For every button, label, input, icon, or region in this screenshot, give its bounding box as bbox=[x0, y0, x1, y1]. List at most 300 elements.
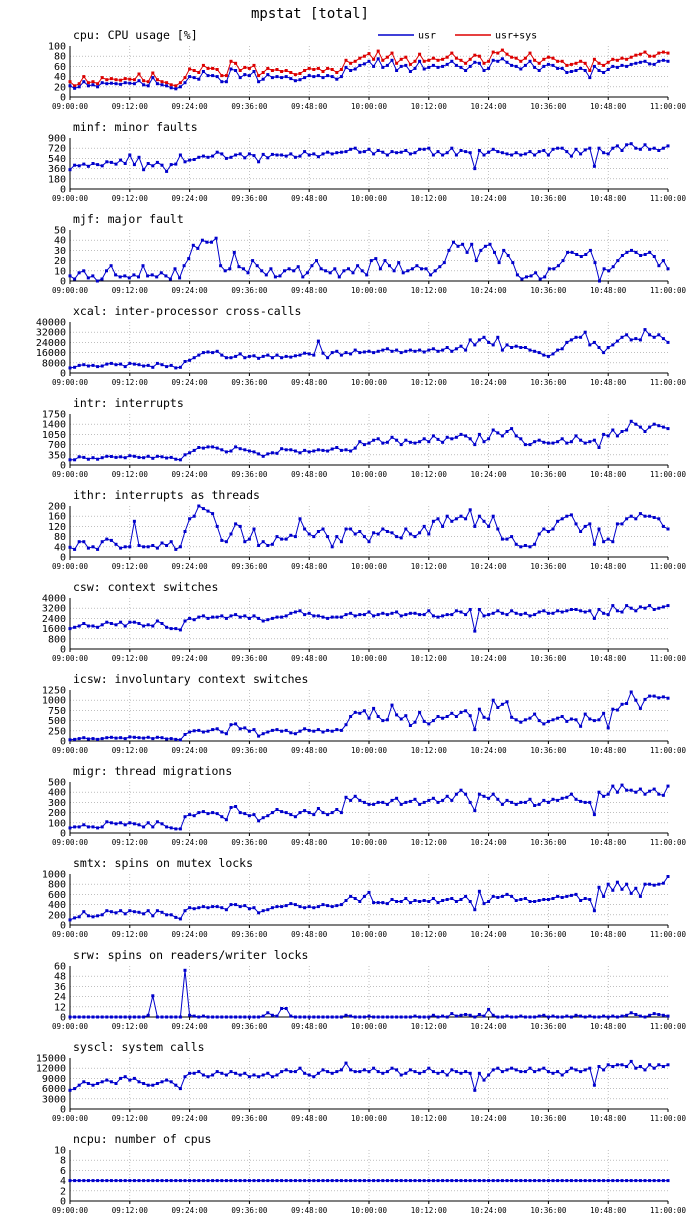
data-point bbox=[506, 613, 509, 616]
data-point bbox=[349, 1068, 352, 1071]
data-point bbox=[616, 791, 619, 794]
data-point bbox=[87, 1016, 90, 1019]
data-point bbox=[492, 1068, 495, 1071]
data-point bbox=[552, 612, 555, 615]
data-point bbox=[87, 825, 90, 828]
data-point bbox=[611, 540, 614, 543]
panel-title-minf: minf: minor faults bbox=[73, 120, 198, 134]
data-point bbox=[266, 908, 269, 911]
data-point bbox=[455, 900, 458, 903]
data-point bbox=[128, 454, 131, 457]
data-point bbox=[210, 241, 213, 244]
data-point bbox=[115, 163, 118, 166]
panel-ncpu bbox=[52, 1132, 687, 1215]
xtick-label: 11:00:00 bbox=[649, 654, 687, 663]
data-point bbox=[184, 360, 187, 363]
xtick-label: 10:36:00 bbox=[530, 1114, 567, 1123]
data-point bbox=[248, 355, 251, 358]
data-point bbox=[142, 825, 145, 828]
data-point bbox=[197, 729, 200, 732]
data-point bbox=[211, 67, 214, 70]
data-point bbox=[188, 1179, 191, 1182]
data-point bbox=[552, 798, 555, 801]
data-point bbox=[142, 456, 145, 459]
data-point bbox=[276, 1179, 279, 1182]
data-point bbox=[294, 1179, 297, 1182]
data-point bbox=[515, 1068, 518, 1071]
data-point bbox=[575, 148, 578, 151]
data-point bbox=[349, 352, 352, 355]
data-point bbox=[299, 609, 302, 612]
data-point bbox=[556, 1179, 559, 1182]
data-point bbox=[289, 534, 292, 537]
data-point bbox=[524, 346, 527, 349]
xtick-label: 09:12:00 bbox=[111, 1206, 148, 1215]
data-point bbox=[542, 58, 545, 61]
data-point bbox=[363, 895, 366, 898]
data-point bbox=[441, 58, 444, 61]
xtick-label: 09:48:00 bbox=[291, 930, 328, 939]
data-point bbox=[251, 259, 254, 262]
data-point bbox=[345, 899, 348, 902]
data-point bbox=[478, 608, 481, 611]
data-point bbox=[498, 261, 501, 264]
data-point bbox=[648, 55, 651, 58]
data-point bbox=[414, 60, 417, 63]
data-point bbox=[492, 1014, 495, 1017]
data-point bbox=[225, 356, 228, 359]
data-point bbox=[266, 618, 269, 621]
data-point bbox=[193, 158, 196, 161]
data-point bbox=[354, 147, 357, 150]
data-point bbox=[303, 1016, 306, 1019]
data-point bbox=[644, 793, 647, 796]
data-point bbox=[151, 72, 154, 75]
data-point bbox=[147, 455, 150, 458]
xtick-label: 10:00:00 bbox=[350, 470, 388, 479]
data-point bbox=[418, 60, 421, 63]
data-point bbox=[400, 900, 403, 903]
data-point bbox=[423, 1179, 426, 1182]
data-point bbox=[156, 1179, 159, 1182]
data-point bbox=[602, 1179, 605, 1182]
data-point bbox=[570, 718, 573, 721]
data-point bbox=[506, 700, 509, 703]
xtick-label: 10:48:00 bbox=[590, 194, 627, 203]
data-point bbox=[538, 150, 541, 153]
data-point bbox=[634, 1013, 637, 1016]
data-point bbox=[345, 528, 348, 531]
data-point bbox=[496, 1067, 499, 1070]
xtick-label: 09:48:00 bbox=[291, 102, 328, 111]
ytick-label: 720 bbox=[47, 143, 66, 155]
data-point bbox=[386, 64, 389, 67]
data-point bbox=[156, 82, 159, 85]
data-point bbox=[354, 1070, 357, 1073]
data-point bbox=[165, 913, 168, 916]
data-point bbox=[110, 910, 113, 913]
data-point bbox=[420, 267, 423, 270]
data-point bbox=[96, 1082, 99, 1085]
data-point bbox=[243, 540, 246, 543]
data-point bbox=[547, 63, 550, 66]
data-point bbox=[165, 544, 168, 547]
xtick-label: 10:12:00 bbox=[410, 654, 447, 663]
data-point bbox=[188, 68, 191, 71]
data-point bbox=[437, 616, 440, 619]
data-point bbox=[257, 1179, 260, 1182]
data-point bbox=[579, 439, 582, 442]
xtick-label: 09:00:00 bbox=[51, 470, 89, 479]
data-point bbox=[538, 533, 541, 536]
data-point bbox=[667, 1015, 670, 1018]
data-point bbox=[193, 814, 196, 817]
data-point bbox=[133, 520, 136, 523]
data-point bbox=[391, 436, 394, 439]
xtick-label: 10:24:00 bbox=[470, 470, 507, 479]
data-point bbox=[248, 1016, 251, 1019]
data-point bbox=[446, 515, 449, 518]
data-point bbox=[193, 907, 196, 910]
data-point bbox=[78, 737, 81, 740]
data-point bbox=[312, 535, 315, 538]
data-point bbox=[368, 60, 371, 63]
data-point bbox=[188, 617, 191, 620]
data-point bbox=[179, 917, 182, 920]
xtick-label: 10:24:00 bbox=[470, 194, 507, 203]
data-point bbox=[418, 531, 421, 534]
data-point bbox=[82, 80, 85, 83]
data-point bbox=[395, 151, 398, 154]
data-point bbox=[262, 816, 265, 819]
data-point bbox=[197, 78, 200, 81]
data-point bbox=[653, 336, 656, 339]
data-point bbox=[224, 269, 227, 272]
data-point bbox=[138, 823, 141, 826]
data-point bbox=[156, 820, 159, 823]
data-point bbox=[257, 544, 260, 547]
data-point bbox=[429, 273, 432, 276]
data-point bbox=[312, 450, 315, 453]
data-point bbox=[358, 440, 361, 443]
data-point bbox=[611, 58, 614, 61]
data-point bbox=[285, 538, 288, 541]
data-point bbox=[510, 535, 513, 538]
data-point bbox=[427, 533, 430, 536]
data-point bbox=[363, 1068, 366, 1071]
data-point bbox=[274, 275, 277, 278]
data-point bbox=[501, 703, 504, 706]
data-point bbox=[82, 456, 85, 459]
data-point bbox=[197, 71, 200, 74]
data-point bbox=[538, 611, 541, 614]
data-point bbox=[202, 1074, 205, 1077]
data-point bbox=[469, 151, 472, 154]
data-point bbox=[469, 1179, 472, 1182]
data-point bbox=[225, 1016, 228, 1019]
data-point bbox=[478, 708, 481, 711]
data-point bbox=[266, 544, 269, 547]
data-point bbox=[501, 538, 504, 541]
data-point bbox=[294, 354, 297, 357]
data-point bbox=[354, 533, 357, 536]
data-point bbox=[312, 906, 315, 909]
data-point bbox=[248, 907, 251, 910]
data-point bbox=[639, 53, 642, 56]
data-point bbox=[322, 731, 325, 734]
data-point bbox=[317, 1016, 320, 1019]
data-point bbox=[593, 1179, 596, 1182]
data-point bbox=[377, 437, 380, 440]
data-point bbox=[575, 522, 578, 525]
data-point bbox=[395, 797, 398, 800]
data-point bbox=[312, 152, 315, 155]
data-point bbox=[460, 611, 463, 614]
data-point bbox=[174, 627, 177, 630]
data-point bbox=[575, 253, 578, 256]
data-point bbox=[635, 251, 638, 254]
xtick-label: 10:00:00 bbox=[350, 930, 388, 939]
data-point bbox=[299, 811, 302, 814]
data-point bbox=[478, 1179, 481, 1182]
xtick-label: 09:36:00 bbox=[231, 102, 268, 111]
data-point bbox=[248, 617, 251, 620]
data-point bbox=[496, 336, 499, 339]
data-point bbox=[303, 1179, 306, 1182]
data-point bbox=[427, 1016, 430, 1019]
data-point bbox=[92, 162, 95, 165]
xtick-label: 10:36:00 bbox=[530, 194, 567, 203]
data-point bbox=[427, 66, 430, 69]
data-point bbox=[400, 1179, 403, 1182]
data-point bbox=[276, 452, 279, 455]
data-point bbox=[207, 812, 210, 815]
data-point bbox=[82, 75, 85, 78]
data-point bbox=[386, 613, 389, 616]
data-point bbox=[662, 147, 665, 150]
data-point bbox=[496, 528, 499, 531]
data-point bbox=[402, 271, 405, 274]
data-point bbox=[377, 801, 380, 804]
data-point bbox=[119, 455, 122, 458]
data-point bbox=[294, 815, 297, 818]
data-point bbox=[315, 259, 318, 262]
data-point bbox=[634, 337, 637, 340]
data-point bbox=[469, 801, 472, 804]
data-point bbox=[312, 1179, 315, 1182]
data-point bbox=[427, 349, 430, 352]
data-point bbox=[193, 356, 196, 359]
data-point bbox=[285, 75, 288, 78]
data-point bbox=[138, 911, 141, 914]
data-point bbox=[461, 243, 464, 246]
data-point bbox=[589, 249, 592, 252]
data-point bbox=[432, 64, 435, 67]
data-point bbox=[349, 528, 352, 531]
data-point bbox=[87, 81, 90, 84]
xtick-label: 10:24:00 bbox=[470, 838, 507, 847]
data-point bbox=[331, 68, 334, 71]
data-point bbox=[611, 147, 614, 150]
data-point bbox=[423, 525, 426, 528]
data-point bbox=[625, 604, 628, 607]
data-point bbox=[404, 613, 407, 616]
data-point bbox=[193, 1072, 196, 1075]
xtick-label: 10:36:00 bbox=[530, 470, 567, 479]
data-point bbox=[515, 434, 518, 437]
data-point bbox=[427, 1067, 430, 1070]
data-point bbox=[151, 737, 154, 740]
data-point bbox=[322, 528, 325, 531]
data-point bbox=[101, 1080, 104, 1083]
xtick-label: 11:00:00 bbox=[649, 194, 687, 203]
data-point bbox=[414, 350, 417, 353]
data-point bbox=[184, 76, 187, 79]
data-point bbox=[653, 788, 656, 791]
data-point bbox=[161, 164, 164, 167]
xtick-label: 10:00:00 bbox=[350, 654, 388, 663]
xtick-label: 09:36:00 bbox=[231, 746, 268, 755]
xtick-label: 09:48:00 bbox=[291, 838, 328, 847]
data-point bbox=[588, 1179, 591, 1182]
data-point bbox=[269, 267, 272, 270]
data-point bbox=[78, 1179, 81, 1182]
data-point bbox=[243, 356, 246, 359]
data-point bbox=[437, 715, 440, 718]
data-point bbox=[138, 456, 141, 459]
data-point bbox=[372, 65, 375, 68]
data-point bbox=[331, 75, 334, 78]
panel-xcal bbox=[36, 304, 687, 387]
data-point bbox=[506, 1068, 509, 1071]
data-point bbox=[292, 269, 295, 272]
data-point bbox=[322, 1179, 325, 1182]
xtick-label: 10:24:00 bbox=[470, 746, 507, 755]
data-point bbox=[446, 1074, 449, 1077]
xtick-label: 10:12:00 bbox=[410, 1022, 447, 1031]
data-point bbox=[386, 1016, 389, 1019]
xtick-label: 10:24:00 bbox=[470, 654, 507, 663]
data-point bbox=[179, 85, 182, 88]
data-point bbox=[602, 151, 605, 154]
ytick-label: 48 bbox=[53, 971, 66, 983]
data-point bbox=[561, 1016, 564, 1019]
data-point bbox=[630, 420, 633, 423]
data-point bbox=[156, 455, 159, 458]
data-point bbox=[533, 1016, 536, 1019]
data-point bbox=[179, 1087, 182, 1090]
xtick-label: 10:24:00 bbox=[470, 102, 507, 111]
data-point bbox=[230, 614, 233, 617]
xtick-label: 09:00:00 bbox=[51, 1206, 89, 1215]
data-point bbox=[409, 152, 412, 155]
data-point bbox=[96, 280, 99, 283]
data-point bbox=[469, 58, 472, 61]
data-point bbox=[437, 1016, 440, 1019]
data-point bbox=[253, 728, 256, 731]
data-point bbox=[211, 616, 214, 619]
data-point bbox=[542, 149, 545, 152]
data-point bbox=[179, 81, 182, 84]
data-point bbox=[363, 62, 366, 65]
data-point bbox=[406, 269, 409, 272]
data-point bbox=[598, 791, 601, 794]
data-point bbox=[648, 695, 651, 698]
xtick-label: 09:00:00 bbox=[51, 194, 89, 203]
data-point bbox=[423, 351, 426, 354]
data-point bbox=[432, 520, 435, 523]
data-point bbox=[437, 517, 440, 520]
ytick-label: 80 bbox=[53, 532, 66, 544]
data-point bbox=[317, 67, 320, 70]
data-point bbox=[570, 1179, 573, 1182]
data-point bbox=[78, 1084, 81, 1087]
data-point bbox=[657, 264, 660, 267]
data-point bbox=[529, 60, 532, 63]
data-point bbox=[368, 891, 371, 894]
data-point bbox=[230, 1070, 233, 1073]
data-point bbox=[648, 333, 651, 336]
data-point bbox=[294, 1070, 297, 1073]
data-point bbox=[202, 507, 205, 510]
xtick-label: 09:48:00 bbox=[291, 286, 328, 295]
data-point bbox=[538, 439, 541, 442]
ytick-label: 20 bbox=[53, 82, 66, 94]
data-point bbox=[262, 71, 265, 74]
data-point bbox=[354, 795, 357, 798]
data-point bbox=[639, 707, 642, 710]
data-point bbox=[326, 904, 329, 907]
data-point bbox=[234, 805, 237, 808]
data-point bbox=[565, 150, 568, 153]
data-point bbox=[579, 336, 582, 339]
xtick-label: 09:36:00 bbox=[231, 470, 268, 479]
data-point bbox=[142, 912, 145, 915]
data-point bbox=[312, 75, 315, 78]
data-point bbox=[230, 60, 233, 63]
data-point bbox=[506, 538, 509, 541]
data-point bbox=[496, 431, 499, 434]
data-point bbox=[207, 445, 210, 448]
data-point bbox=[156, 161, 159, 164]
data-point bbox=[372, 707, 375, 710]
data-point bbox=[593, 543, 596, 546]
data-point bbox=[414, 899, 417, 902]
data-point bbox=[96, 458, 99, 461]
data-point bbox=[372, 803, 375, 806]
data-point bbox=[662, 695, 665, 698]
data-point bbox=[552, 267, 555, 270]
data-point bbox=[358, 57, 361, 60]
data-point bbox=[368, 1179, 371, 1182]
data-point bbox=[579, 1015, 582, 1018]
data-point bbox=[257, 1075, 260, 1078]
data-point bbox=[515, 1016, 518, 1019]
data-point bbox=[105, 538, 108, 541]
xtick-label: 10:00:00 bbox=[350, 378, 388, 387]
data-point bbox=[110, 1080, 113, 1083]
data-point bbox=[331, 351, 334, 354]
data-point bbox=[161, 80, 164, 83]
data-point bbox=[441, 1179, 444, 1182]
data-point bbox=[225, 732, 228, 735]
data-point bbox=[308, 1074, 311, 1077]
data-point bbox=[602, 1015, 605, 1018]
data-point bbox=[123, 274, 126, 277]
data-point bbox=[547, 1016, 550, 1019]
data-point bbox=[326, 67, 329, 70]
data-point bbox=[165, 365, 168, 368]
